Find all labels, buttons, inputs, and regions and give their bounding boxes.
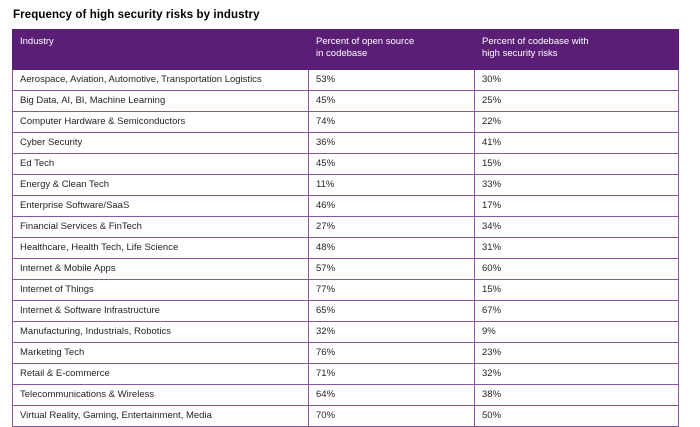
table-row bbox=[13, 385, 679, 406]
cell-open-source: 64% bbox=[309, 385, 475, 406]
column-header-industry bbox=[13, 30, 309, 70]
cell-open-source: 27% bbox=[309, 217, 475, 238]
cell-industry: Ed Tech bbox=[13, 154, 309, 175]
cell-high-risk: 15% bbox=[475, 280, 679, 301]
cell-high-risk: 23% bbox=[475, 343, 679, 364]
table-row bbox=[13, 343, 679, 364]
table-body bbox=[13, 70, 679, 427]
cell-high-risk: 30% bbox=[475, 70, 679, 91]
cell-open-source: 46% bbox=[309, 196, 475, 217]
table-row bbox=[13, 196, 679, 217]
cell-open-source: 77% bbox=[309, 280, 475, 301]
table-row bbox=[13, 364, 679, 385]
cell-open-source: 48% bbox=[309, 238, 475, 259]
cell-industry: Cyber Security bbox=[13, 133, 309, 154]
cell-open-source: 71% bbox=[309, 364, 475, 385]
cell-open-source: 76% bbox=[309, 343, 475, 364]
table-row bbox=[13, 154, 679, 175]
table-row bbox=[13, 238, 679, 259]
cell-industry: Internet & Mobile Apps bbox=[13, 259, 309, 280]
cell-industry: Internet of Things bbox=[13, 280, 309, 301]
column-header-high-risk-line2: high security risks bbox=[482, 48, 558, 59]
cell-high-risk: 22% bbox=[475, 112, 679, 133]
cell-industry: Healthcare, Health Tech, Life Science bbox=[13, 238, 309, 259]
table-row bbox=[13, 406, 679, 427]
cell-open-source: 70% bbox=[309, 406, 475, 427]
column-header-high-risk-line1: Percent of codebase with bbox=[482, 36, 589, 47]
cell-industry: Marketing Tech bbox=[13, 343, 309, 364]
table-header-row bbox=[13, 30, 679, 70]
cell-high-risk: 41% bbox=[475, 133, 679, 154]
security-risk-table bbox=[12, 29, 679, 427]
cell-open-source: 11% bbox=[309, 175, 475, 196]
cell-open-source: 36% bbox=[309, 133, 475, 154]
cell-industry: Computer Hardware & Semiconductors bbox=[13, 112, 309, 133]
table-row bbox=[13, 175, 679, 196]
column-header-open-source bbox=[309, 30, 475, 70]
cell-open-source: 45% bbox=[309, 154, 475, 175]
cell-open-source: 53% bbox=[309, 70, 475, 91]
cell-industry: Internet & Software Infrastructure bbox=[13, 301, 309, 322]
cell-industry: Retail & E-commerce bbox=[13, 364, 309, 385]
table-row bbox=[13, 280, 679, 301]
cell-open-source: 45% bbox=[309, 91, 475, 112]
cell-open-source: 74% bbox=[309, 112, 475, 133]
cell-high-risk: 60% bbox=[475, 259, 679, 280]
cell-industry: Big Data, AI, BI, Machine Learning bbox=[13, 91, 309, 112]
cell-industry: Energy & Clean Tech bbox=[13, 175, 309, 196]
cell-open-source: 57% bbox=[309, 259, 475, 280]
table-row bbox=[13, 70, 679, 91]
cell-high-risk: 67% bbox=[475, 301, 679, 322]
cell-high-risk: 34% bbox=[475, 217, 679, 238]
cell-industry: Telecommunications & Wireless bbox=[13, 385, 309, 406]
cell-high-risk: 50% bbox=[475, 406, 679, 427]
table-row bbox=[13, 217, 679, 238]
cell-high-risk: 25% bbox=[475, 91, 679, 112]
cell-industry: Enterprise Software/SaaS bbox=[13, 196, 309, 217]
column-header-high-risk bbox=[475, 30, 679, 70]
table-header bbox=[13, 30, 679, 70]
cell-industry: Virtual Reality, Gaming, Entertainment, Media bbox=[13, 406, 309, 427]
column-header-industry-line1: Industry bbox=[20, 36, 54, 47]
table-row bbox=[13, 112, 679, 133]
cell-industry: Financial Services & FinTech bbox=[13, 217, 309, 238]
cell-high-risk: 17% bbox=[475, 196, 679, 217]
table-row bbox=[13, 259, 679, 280]
cell-high-risk: 38% bbox=[475, 385, 679, 406]
cell-high-risk: 9% bbox=[475, 322, 679, 343]
cell-high-risk: 33% bbox=[475, 175, 679, 196]
page-title: Frequency of high security risks by industry bbox=[13, 9, 260, 21]
table-row bbox=[13, 301, 679, 322]
table-row bbox=[13, 322, 679, 343]
column-header-open-source-line1: Percent of open source bbox=[316, 36, 415, 47]
cell-open-source: 32% bbox=[309, 322, 475, 343]
cell-industry: Aerospace, Aviation, Automotive, Transportation Logistics bbox=[13, 70, 309, 91]
table-row bbox=[13, 133, 679, 154]
cell-high-risk: 15% bbox=[475, 154, 679, 175]
cell-open-source: 65% bbox=[309, 301, 475, 322]
column-header-open-source-line2: in codebase bbox=[316, 48, 368, 59]
cell-industry: Manufacturing, Industrials, Robotics bbox=[13, 322, 309, 343]
cell-high-risk: 32% bbox=[475, 364, 679, 385]
table-row bbox=[13, 91, 679, 112]
cell-high-risk: 31% bbox=[475, 238, 679, 259]
